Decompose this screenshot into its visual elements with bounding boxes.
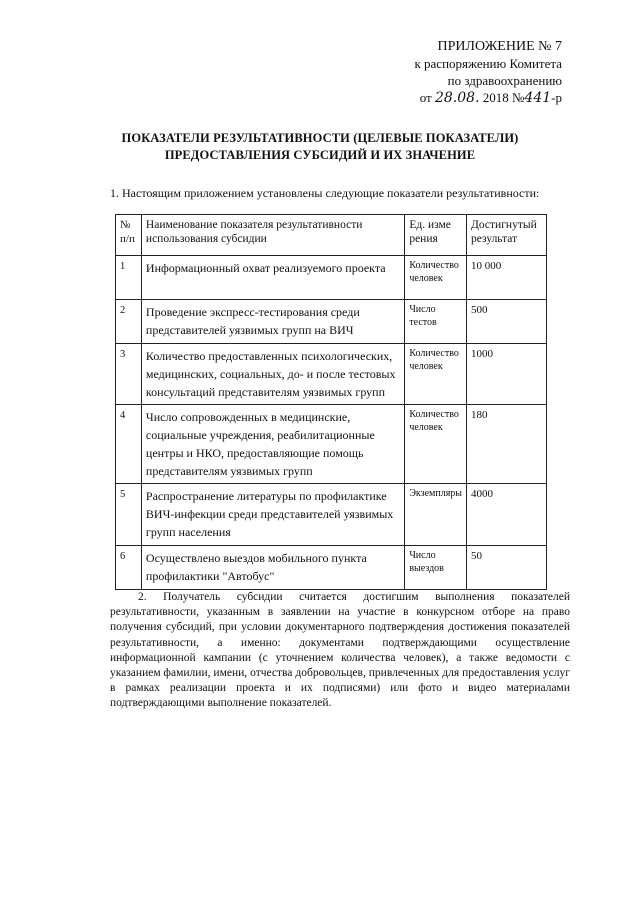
row-value: 4000 [467,484,547,546]
row-value: 500 [467,300,547,344]
document-title [0,130,640,164]
row-value: 1000 [467,344,547,405]
row-num: 6 [116,546,142,590]
header-result: Достигнутый результат [467,215,547,256]
row-num: 1 [116,256,142,300]
row-num: 5 [116,484,142,546]
handwritten-number: 441 [524,90,552,106]
date-year: 2018 № [482,90,525,105]
table-header-row [116,215,547,256]
table-row [116,256,547,300]
header-name: Наименование показателя результативности использования субсидии [141,215,404,256]
row-name: Проведение экспресс-тестирования среди представителей уязвимых групп на ВИЧ [141,300,404,344]
appendix-date-line [414,89,562,107]
table-row [116,405,547,484]
table-row [116,344,547,405]
title-line-1: ПОКАЗАТЕЛИ РЕЗУЛЬТАТИВНОСТИ (ЦЕЛЕВЫЕ ПОКАЗАТЕЛИ) [121,131,519,145]
row-name: Осуществлено выездов мобильного пункта профилактики "Автобус" [141,546,404,590]
table-row [116,546,547,590]
date-prefix: от [419,90,432,105]
handwritten-date: 28.08. [434,90,480,106]
header-unit: Ед. изме рения [405,215,467,256]
row-num: 4 [116,405,142,484]
row-name: Количество предоставленных психологических, медицинских, социальных, до- и после тестовых консультаций представителям уязвимых групп [141,344,404,405]
title-line-2: ПРЕДОСТАВЛЕНИЯ СУБСИДИЙ И ИХ ЗНАЧЕНИЕ [164,148,476,162]
number-suffix: -р [551,90,562,105]
header-num: № п/п [116,215,142,256]
indicators-table [115,214,547,590]
row-unit: Количество человек [405,256,467,300]
paragraph-2 [110,590,570,712]
paragraph-2-text: 2. Получатель субсидии считается достигшим выполнения показателей результативности, указанным в заявлении на участие в конкурсном отборе на право получения субсидий, при условии документарного подтверждения достижения показателей результативности, а именно: документами подтверждающими осуществление информационной кампании (с уточнением количества человек), а также ведомости с указанием фамилии, имени, отчества добровольцев, привлеченных для предоставления услуг в рамках реализации проекта и их подписями) или фото и видео материалами подтверждающими выполнение показателей. [110,591,570,710]
row-value: 180 [467,405,547,484]
appendix-header [414,38,562,107]
intro-paragraph: 1. Настоящим приложением установлены следующие показатели результативности: [110,186,540,200]
row-num: 3 [116,344,142,405]
row-unit: Число выездов [405,546,467,590]
table-row [116,484,547,546]
row-name: Информационный охват реализуемого проекта [141,256,404,300]
row-name: Распространение литературы по профилактике ВИЧ-инфекции среди представителей уязвимых групп населения [141,484,404,546]
row-unit: Количество человек [405,344,467,405]
table-row [116,300,547,344]
appendix-committee-line: по здравоохранению [447,73,562,88]
row-unit: Количество человек [405,405,467,484]
appendix-number: ПРИЛОЖЕНИЕ № 7 [437,39,562,54]
appendix-order-line: к распоряжению Комитета [414,56,562,71]
row-unit: Экземпляры [405,484,467,546]
row-name: Число сопровожденных в медицинские, социальные учреждения, реабилитационные центры и НКО, предоставляющие помощь представителям уязвимых групп [141,405,404,484]
row-unit: Число тестов [405,300,467,344]
row-num: 2 [116,300,142,344]
row-value: 10 000 [467,256,547,300]
row-value: 50 [467,546,547,590]
